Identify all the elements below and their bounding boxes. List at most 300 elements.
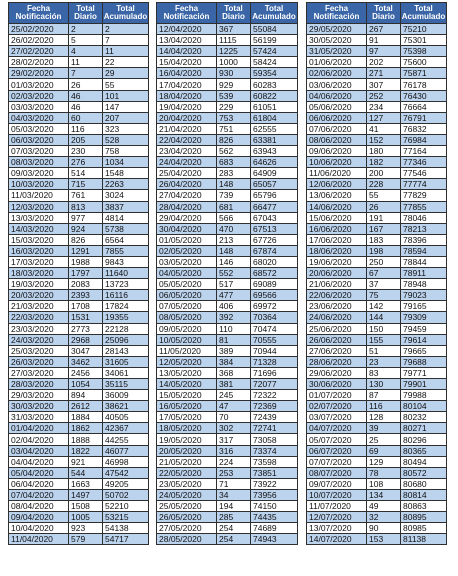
table-row xyxy=(307,467,447,478)
cumulative-total-cell: 72741 xyxy=(251,423,298,434)
daily-total-cell: 751 xyxy=(217,123,251,134)
daily-total-cell: 234 xyxy=(367,101,401,112)
cumulative-total-cell: 79665 xyxy=(401,345,447,356)
table-row xyxy=(9,79,149,90)
table-row xyxy=(307,401,447,412)
daily-total-cell: 1988 xyxy=(69,256,103,267)
daily-total-cell: 384 xyxy=(217,356,251,367)
date-cell: 27/06/2020 xyxy=(307,345,367,356)
table-row xyxy=(307,345,447,356)
cumulative-total-cell: 72077 xyxy=(251,379,298,390)
date-cell: 10/05/2020 xyxy=(157,334,217,345)
table-row xyxy=(9,68,149,79)
date-cell: 09/04/2020 xyxy=(9,512,69,523)
date-cell: 25/03/2020 xyxy=(9,345,69,356)
table-body xyxy=(9,24,149,545)
table-row xyxy=(9,234,149,245)
table-row xyxy=(9,46,149,57)
daily-total-cell: 1888 xyxy=(69,434,103,445)
daily-total-cell: 150 xyxy=(367,323,401,334)
date-cell: 28/05/2020 xyxy=(157,534,217,545)
date-cell: 07/05/2020 xyxy=(157,301,217,312)
table-row xyxy=(157,57,298,68)
table-row xyxy=(157,478,298,489)
cumulative-total-cell: 80680 xyxy=(401,478,447,489)
daily-total-cell: 1054 xyxy=(69,379,103,390)
daily-total-cell: 191 xyxy=(367,212,401,223)
date-cell: 15/05/2020 xyxy=(157,390,217,401)
date-cell: 09/06/2020 xyxy=(307,146,367,157)
cumulative-total-cell: 77164 xyxy=(401,146,447,157)
table-row xyxy=(9,412,149,423)
date-cell: 17/05/2020 xyxy=(157,412,217,423)
table-row xyxy=(157,301,298,312)
cases-table-2 xyxy=(156,2,298,545)
date-cell: 27/03/2020 xyxy=(9,367,69,378)
table-row xyxy=(157,401,298,412)
daily-total-cell: 285 xyxy=(217,512,251,523)
cumulative-total-cell: 75871 xyxy=(401,68,447,79)
cumulative-total-cell: 57424 xyxy=(251,46,298,57)
table-row xyxy=(307,190,447,201)
header-fecha: Fecha Notificación xyxy=(157,3,217,24)
cumulative-total-cell: 46077 xyxy=(103,445,149,456)
date-cell: 04/06/2020 xyxy=(307,90,367,101)
cumulative-total-cell: 54138 xyxy=(103,523,149,534)
cumulative-total-cell: 63381 xyxy=(251,134,298,145)
date-cell: 20/05/2020 xyxy=(157,445,217,456)
table-row xyxy=(307,312,447,323)
cumulative-total-cell: 75210 xyxy=(401,24,447,35)
table-row xyxy=(157,356,298,367)
cumulative-total-cell: 72322 xyxy=(251,390,298,401)
date-cell: 26/02/2020 xyxy=(9,35,69,46)
table-row xyxy=(9,168,149,179)
date-cell: 20/06/2020 xyxy=(307,268,367,279)
cumulative-total-cell: 207 xyxy=(103,112,149,123)
date-cell: 12/03/2020 xyxy=(9,201,69,212)
table-row xyxy=(157,79,298,90)
cumulative-total-cell: 76430 xyxy=(401,90,447,101)
daily-total-cell: 90 xyxy=(367,523,401,534)
table-row xyxy=(307,79,447,90)
date-cell: 06/06/2020 xyxy=(307,112,367,123)
daily-total-cell: 477 xyxy=(217,290,251,301)
cumulative-total-cell: 80232 xyxy=(401,412,447,423)
cumulative-total-cell: 72369 xyxy=(251,401,298,412)
daily-total-cell: 110 xyxy=(217,323,251,334)
cumulative-total-cell: 1548 xyxy=(103,168,149,179)
cumulative-total-cell: 67513 xyxy=(251,223,298,234)
table-row xyxy=(9,323,149,334)
daily-total-cell: 71 xyxy=(217,478,251,489)
date-cell: 12/04/2020 xyxy=(157,24,217,35)
table-row xyxy=(307,201,447,212)
cumulative-total-cell: 758 xyxy=(103,146,149,157)
daily-total-cell: 392 xyxy=(217,312,251,323)
date-cell: 11/05/2020 xyxy=(157,345,217,356)
table-row xyxy=(9,356,149,367)
date-cell: 19/04/2020 xyxy=(157,101,217,112)
cumulative-total-cell: 69972 xyxy=(251,301,298,312)
daily-total-cell: 1115 xyxy=(217,35,251,46)
table-row xyxy=(9,434,149,445)
table-row xyxy=(9,279,149,290)
date-cell: 10/07/2020 xyxy=(307,489,367,500)
table-row xyxy=(157,134,298,145)
date-cell: 13/05/2020 xyxy=(157,367,217,378)
cumulative-total-cell: 74943 xyxy=(251,534,298,545)
date-cell: 02/06/2020 xyxy=(307,68,367,79)
daily-total-cell: 977 xyxy=(69,212,103,223)
daily-total-cell: 1884 xyxy=(69,412,103,423)
cumulative-total-cell: 35115 xyxy=(103,379,149,390)
daily-total-cell: 55 xyxy=(367,190,401,201)
daily-total-cell: 929 xyxy=(217,79,251,90)
table-row xyxy=(9,112,149,123)
daily-total-cell: 198 xyxy=(367,245,401,256)
date-cell: 29/02/2020 xyxy=(9,68,69,79)
table-row xyxy=(157,290,298,301)
cumulative-total-cell: 78594 xyxy=(401,245,447,256)
cumulative-total-cell: 75301 xyxy=(401,35,447,46)
table-row xyxy=(157,157,298,168)
date-cell: 02/04/2020 xyxy=(9,434,69,445)
table-row xyxy=(9,146,149,157)
table-body xyxy=(157,24,298,545)
header-diario: Total Diario xyxy=(367,3,401,24)
date-cell: 16/05/2020 xyxy=(157,401,217,412)
cumulative-total-cell: 40505 xyxy=(103,412,149,423)
date-cell: 29/05/2020 xyxy=(307,24,367,35)
cumulative-total-cell: 77774 xyxy=(401,179,447,190)
table-row xyxy=(157,501,298,512)
cumulative-total-cell: 73922 xyxy=(251,478,298,489)
daily-total-cell: 155 xyxy=(367,334,401,345)
daily-total-cell: 514 xyxy=(69,168,103,179)
cumulative-total-cell: 80365 xyxy=(401,445,447,456)
cumulative-total-cell: 5738 xyxy=(103,223,149,234)
date-cell: 26/03/2020 xyxy=(9,356,69,367)
daily-total-cell: 78 xyxy=(367,467,401,478)
table-row xyxy=(157,345,298,356)
cumulative-total-cell: 2 xyxy=(103,24,149,35)
table-row xyxy=(9,290,149,301)
daily-total-cell: 544 xyxy=(69,467,103,478)
date-cell: 06/03/2020 xyxy=(9,134,69,145)
cumulative-total-cell: 75398 xyxy=(401,46,447,57)
daily-total-cell: 60 xyxy=(69,112,103,123)
cumulative-total-cell: 3024 xyxy=(103,190,149,201)
daily-total-cell: 202 xyxy=(367,57,401,68)
table-row xyxy=(157,445,298,456)
date-cell: 19/06/2020 xyxy=(307,256,367,267)
daily-total-cell: 5 xyxy=(69,35,103,46)
cumulative-total-cell: 61804 xyxy=(251,112,298,123)
date-cell: 30/06/2020 xyxy=(307,379,367,390)
table-row xyxy=(307,223,447,234)
date-cell: 30/05/2020 xyxy=(307,35,367,46)
table-row xyxy=(307,501,447,512)
date-cell: 29/06/2020 xyxy=(307,367,367,378)
daily-total-cell: 826 xyxy=(217,134,251,145)
daily-total-cell: 182 xyxy=(367,157,401,168)
daily-total-cell: 2393 xyxy=(69,290,103,301)
daily-total-cell: 1822 xyxy=(69,445,103,456)
table-row xyxy=(9,401,149,412)
table-row xyxy=(9,123,149,134)
date-cell: 10/06/2020 xyxy=(307,157,367,168)
date-cell: 25/05/2020 xyxy=(157,501,217,512)
cumulative-total-cell: 73956 xyxy=(251,489,298,500)
daily-total-cell: 894 xyxy=(69,390,103,401)
header-row xyxy=(157,3,298,24)
daily-total-cell: 23 xyxy=(367,356,401,367)
table-row xyxy=(157,234,298,245)
daily-total-cell: 316 xyxy=(217,445,251,456)
table-row xyxy=(157,24,298,35)
cumulative-total-cell: 28143 xyxy=(103,345,149,356)
daily-total-cell: 813 xyxy=(69,201,103,212)
daily-total-cell: 389 xyxy=(217,345,251,356)
daily-total-cell: 194 xyxy=(217,501,251,512)
cumulative-total-cell: 62555 xyxy=(251,123,298,134)
table-row xyxy=(157,190,298,201)
table-row xyxy=(307,57,447,68)
daily-total-cell: 213 xyxy=(217,234,251,245)
cumulative-total-cell: 80572 xyxy=(401,467,447,478)
cumulative-total-cell: 80895 xyxy=(401,512,447,523)
daily-total-cell: 2456 xyxy=(69,367,103,378)
daily-total-cell: 183 xyxy=(367,234,401,245)
cumulative-total-cell: 58424 xyxy=(251,57,298,68)
cumulative-total-cell: 29 xyxy=(103,68,149,79)
daily-total-cell: 1005 xyxy=(69,512,103,523)
cumulative-total-cell: 80985 xyxy=(401,523,447,534)
daily-total-cell: 129 xyxy=(367,456,401,467)
daily-total-cell: 34 xyxy=(217,489,251,500)
date-cell: 04/07/2020 xyxy=(307,423,367,434)
cumulative-total-cell: 64626 xyxy=(251,157,298,168)
cumulative-total-cell: 22 xyxy=(103,57,149,68)
table-row xyxy=(9,523,149,534)
cumulative-total-cell: 13723 xyxy=(103,279,149,290)
daily-total-cell: 245 xyxy=(217,390,251,401)
table-row xyxy=(9,512,149,523)
daily-total-cell: 127 xyxy=(367,112,401,123)
cumulative-total-cell: 70944 xyxy=(251,345,298,356)
cumulative-total-cell: 77829 xyxy=(401,190,447,201)
daily-total-cell: 250 xyxy=(367,256,401,267)
daily-total-cell: 283 xyxy=(217,168,251,179)
cumulative-total-cell: 68020 xyxy=(251,256,298,267)
date-cell: 25/02/2020 xyxy=(9,24,69,35)
date-cell: 07/03/2020 xyxy=(9,146,69,157)
date-cell: 23/03/2020 xyxy=(9,323,69,334)
table-row xyxy=(9,201,149,212)
daily-total-cell: 26 xyxy=(367,201,401,212)
cumulative-total-cell: 70474 xyxy=(251,323,298,334)
daily-total-cell: 253 xyxy=(217,467,251,478)
date-cell: 20/03/2020 xyxy=(9,290,69,301)
cumulative-total-cell: 528 xyxy=(103,134,149,145)
cumulative-total-cell: 63943 xyxy=(251,146,298,157)
table-row xyxy=(157,312,298,323)
table-row xyxy=(9,256,149,267)
date-cell: 18/03/2020 xyxy=(9,268,69,279)
cumulative-total-cell: 53215 xyxy=(103,512,149,523)
date-cell: 03/07/2020 xyxy=(307,412,367,423)
daily-total-cell: 924 xyxy=(69,223,103,234)
daily-total-cell: 11 xyxy=(69,57,103,68)
date-cell: 22/03/2020 xyxy=(9,312,69,323)
cumulative-total-cell: 76984 xyxy=(401,134,447,145)
date-cell: 23/05/2020 xyxy=(157,478,217,489)
date-cell: 20/04/2020 xyxy=(157,112,217,123)
daily-total-cell: 70 xyxy=(217,412,251,423)
date-cell: 01/04/2020 xyxy=(9,423,69,434)
cases-table-3 xyxy=(306,2,447,545)
table-row xyxy=(307,489,447,500)
date-cell: 26/04/2020 xyxy=(157,179,217,190)
date-cell: 24/05/2020 xyxy=(157,489,217,500)
daily-total-cell: 230 xyxy=(69,146,103,157)
table-row xyxy=(9,190,149,201)
daily-total-cell: 761 xyxy=(69,190,103,201)
date-cell: 12/05/2020 xyxy=(157,356,217,367)
cumulative-total-cell: 80271 xyxy=(401,423,447,434)
date-cell: 26/06/2020 xyxy=(307,334,367,345)
header-fecha: Fecha Notificación xyxy=(9,3,69,24)
table-row xyxy=(157,168,298,179)
table-row xyxy=(9,334,149,345)
cumulative-total-cell: 25096 xyxy=(103,334,149,345)
cumulative-total-cell: 79309 xyxy=(401,312,447,323)
cumulative-total-cell: 76832 xyxy=(401,123,447,134)
table-row xyxy=(9,245,149,256)
date-cell: 24/06/2020 xyxy=(307,312,367,323)
cumulative-total-cell: 31605 xyxy=(103,356,149,367)
table-row xyxy=(157,379,298,390)
cumulative-total-cell: 101 xyxy=(103,90,149,101)
daily-total-cell: 1291 xyxy=(69,245,103,256)
date-cell: 15/03/2020 xyxy=(9,234,69,245)
daily-total-cell: 2612 xyxy=(69,401,103,412)
cumulative-total-cell: 73598 xyxy=(251,456,298,467)
date-cell: 05/06/2020 xyxy=(307,101,367,112)
table-row xyxy=(157,112,298,123)
date-cell: 28/04/2020 xyxy=(157,201,217,212)
cumulative-total-cell: 77346 xyxy=(401,157,447,168)
daily-total-cell: 276 xyxy=(69,157,103,168)
cumulative-total-cell: 67043 xyxy=(251,212,298,223)
daily-total-cell: 146 xyxy=(217,256,251,267)
date-cell: 10/04/2020 xyxy=(9,523,69,534)
cumulative-total-cell: 65057 xyxy=(251,179,298,190)
table-row xyxy=(9,301,149,312)
table-row xyxy=(157,390,298,401)
date-cell: 31/03/2020 xyxy=(9,412,69,423)
daily-total-cell: 205 xyxy=(69,134,103,145)
date-cell: 02/07/2020 xyxy=(307,401,367,412)
table-row xyxy=(307,445,447,456)
daily-total-cell: 2773 xyxy=(69,323,103,334)
date-cell: 28/03/2020 xyxy=(9,379,69,390)
cumulative-total-cell: 11640 xyxy=(103,268,149,279)
daily-total-cell: 2968 xyxy=(69,334,103,345)
cases-table-1 xyxy=(8,2,149,545)
date-cell: 01/06/2020 xyxy=(307,57,367,68)
daily-total-cell: 1663 xyxy=(69,478,103,489)
table-row xyxy=(9,268,149,279)
daily-total-cell: 180 xyxy=(367,146,401,157)
table-row xyxy=(307,268,447,279)
daily-total-cell: 7 xyxy=(69,68,103,79)
date-cell: 25/06/2020 xyxy=(307,323,367,334)
date-cell: 30/03/2020 xyxy=(9,401,69,412)
date-cell: 17/06/2020 xyxy=(307,234,367,245)
table-row xyxy=(157,412,298,423)
cumulative-total-cell: 71328 xyxy=(251,356,298,367)
date-cell: 29/03/2020 xyxy=(9,390,69,401)
daily-total-cell: 87 xyxy=(367,390,401,401)
table-row xyxy=(307,290,447,301)
date-cell: 15/04/2020 xyxy=(157,57,217,68)
table-row xyxy=(157,467,298,478)
table-row xyxy=(9,478,149,489)
cumulative-total-cell: 73374 xyxy=(251,445,298,456)
date-cell: 02/05/2020 xyxy=(157,245,217,256)
cumulative-total-cell: 44255 xyxy=(103,434,149,445)
date-cell: 23/06/2020 xyxy=(307,301,367,312)
table-row xyxy=(9,379,149,390)
daily-total-cell: 923 xyxy=(69,523,103,534)
date-cell: 23/04/2020 xyxy=(157,146,217,157)
table-row xyxy=(9,390,149,401)
daily-total-cell: 826 xyxy=(69,234,103,245)
date-cell: 07/04/2020 xyxy=(9,489,69,500)
table-row xyxy=(9,223,149,234)
date-cell: 10/03/2020 xyxy=(9,179,69,190)
table-row xyxy=(307,356,447,367)
date-cell: 27/05/2020 xyxy=(157,523,217,534)
cumulative-total-cell: 75600 xyxy=(401,57,447,68)
cumulative-total-cell: 78396 xyxy=(401,234,447,245)
date-cell: 13/04/2020 xyxy=(157,35,217,46)
table-row xyxy=(157,456,298,467)
date-cell: 12/07/2020 xyxy=(307,512,367,523)
cumulative-total-cell: 59354 xyxy=(251,68,298,79)
header-fecha: Fecha Notificación xyxy=(307,3,367,24)
table-row xyxy=(9,467,149,478)
date-cell: 16/06/2020 xyxy=(307,223,367,234)
daily-total-cell: 83 xyxy=(367,367,401,378)
table-row xyxy=(157,212,298,223)
date-cell: 06/07/2020 xyxy=(307,445,367,456)
table-row xyxy=(9,101,149,112)
date-cell: 11/06/2020 xyxy=(307,168,367,179)
table-row xyxy=(9,312,149,323)
cumulative-total-cell: 69566 xyxy=(251,290,298,301)
date-cell: 22/06/2020 xyxy=(307,290,367,301)
cumulative-total-cell: 80814 xyxy=(401,489,447,500)
date-cell: 01/03/2020 xyxy=(9,79,69,90)
table-row xyxy=(9,345,149,356)
table-row xyxy=(307,256,447,267)
cumulative-total-cell: 3837 xyxy=(103,201,149,212)
date-cell: 04/04/2020 xyxy=(9,456,69,467)
daily-total-cell: 47 xyxy=(217,401,251,412)
